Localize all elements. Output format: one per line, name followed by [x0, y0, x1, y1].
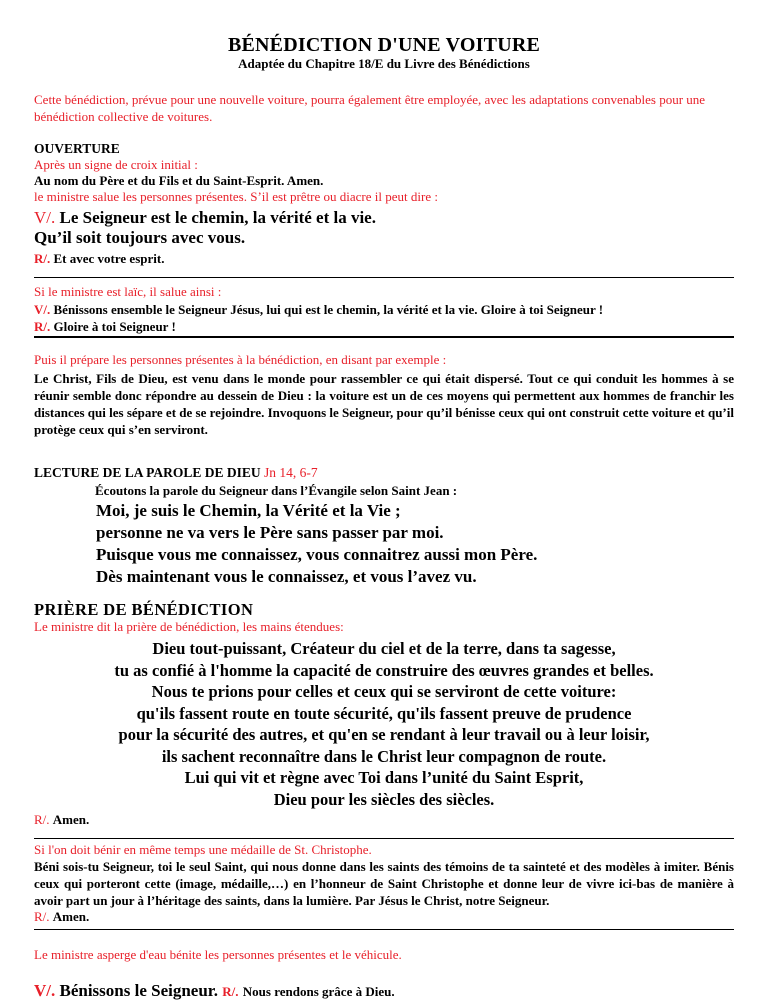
ouverture-rubric-2: le ministre salue les personnes présentes. S’il est prêtre ou diacre il peut dire :: [34, 189, 438, 204]
prayer-line: Nous te prions pour celles et ceux qui se serviront de cette voiture:: [151, 682, 617, 701]
aspersion-rubric: Le ministre asperge d'eau bénite les personnes présentes et le véhicule.: [34, 947, 402, 962]
divider: [34, 838, 734, 839]
priere-response-text: Amen.: [52, 812, 90, 827]
final-versicle-text: Bénissons le Seigneur.: [59, 981, 219, 1000]
response-marker: R/.: [34, 251, 51, 266]
lecture-heading: LECTURE DE LA PAROLE DE DIEU: [34, 465, 261, 480]
ouverture-response: [34, 251, 734, 267]
medaille-text: Béni sois-tu Seigneur, toi le seul Saint, qui nous donne dans les saints des témoins de ta sainteté et des modèles à imiter. Bénis ceux qui porteront cette (image, médaille,…) en l’honneur de Saint Christophe et donne leur de vivre ici-bas de manière à avoir part un jour à l’héritage des saints, dans la lumière. Par Jésus le Christ, notre Seigneur.: [34, 859, 734, 908]
preparation-section: [34, 352, 734, 438]
versicle-marker: V/.: [34, 981, 56, 1000]
divider: [34, 277, 734, 278]
prayer-line: ils sachent reconnaître dans le Christ leur compagnon de route.: [161, 746, 607, 766]
blessing-prayer: [34, 638, 734, 810]
medaille-rubric: Si l'on doit bénir en même temps une médaille de St. Christophe.: [34, 842, 372, 857]
laic-section: [34, 284, 734, 335]
final-dialogue: [34, 981, 734, 1002]
preparation-rubric: Puis il prépare les personnes présentes à la bénédiction, en disant par exemple :: [34, 352, 447, 367]
gospel-line: Moi, je suis le Chemin, la Vérité et la Vie ;: [96, 501, 401, 520]
document-title: BÉNÉDICTION D'UNE VOITURE: [227, 34, 541, 56]
gospel-line: personne ne va vers le Père sans passer par moi.: [96, 523, 444, 542]
medaille-response: [34, 909, 734, 925]
prayer-line: pour la sécurité des autres, et qu'en se rendant à leur travail ou à leur loisir,: [118, 725, 650, 744]
medaille-section: [34, 842, 734, 925]
laic-response-text: Gloire à toi Seigneur !: [53, 319, 176, 334]
lecture-reference: Jn 14, 6-7: [264, 465, 318, 480]
laic-response: [34, 319, 734, 335]
response-text: Et avec votre esprit.: [53, 251, 165, 266]
priere-section: [34, 601, 734, 828]
prayer-line: tu as confié à l'homme la capacité de construire des œuvres grandes et belles.: [114, 660, 654, 680]
versicle-line-1: Le Seigneur est le chemin, la vérité et la vie.: [59, 208, 376, 227]
priere-rubric: Le ministre dit la prière de bénédiction, les mains étendues:: [34, 619, 344, 634]
medaille-response-text: Amen.: [52, 909, 90, 924]
laic-rubric: Si le ministre est laïc, il salue ainsi :: [34, 284, 222, 299]
prayer-line: Dieu tout-puissant, Créateur du ciel et de la terre, dans ta sagesse,: [152, 639, 616, 658]
priere-response: [34, 812, 734, 828]
gospel-reading: [34, 500, 734, 588]
priere-heading: PRIÈRE DE BÉNÉDICTION: [34, 600, 254, 619]
gospel-line: Puisque vous me connaissez, vous connaitrez aussi mon Père.: [96, 545, 538, 564]
versicle-marker: V/.: [34, 208, 56, 227]
final-response-text: Nous rendons grâce à Dieu.: [242, 984, 395, 999]
prayer-line: qu'ils fassent route en toute sécurité, qu'ils fassent preuve de prudence: [136, 703, 632, 723]
ouverture-section: [34, 141, 734, 267]
gospel-line: Dès maintenant vous le connaissez, et vous l’avez vu.: [96, 567, 477, 586]
prayer-line: Lui qui vit et règne avec Toi dans l’unité du Saint Esprit,: [184, 768, 584, 787]
preparation-text: Le Christ, Fils de Dieu, est venu dans le monde pour rassembler ce qui était dispersé. Tout ce qui conduit les hommes à se réunir semble donc répondre au dessein de Dieu : la voiture est un de ces moyens qui permettent aux hommes de franchir les distances qui les sépare et de se rejoindre. Invoquons le Seigneur, pour qu’il bénisse ceux qui ont construit cette voiture et qu’il protège ceux qui s’en serviront.: [34, 371, 734, 437]
intro-rubric: Cette bénédiction, prévue pour une nouvelle voiture, pourra également être employée, avec les adaptations convenables pour une bénédiction collective de voitures.: [34, 92, 706, 124]
response-marker: R/.: [222, 984, 239, 999]
prayer-line: Dieu pour les siècles des siècles.: [273, 789, 495, 809]
ouverture-rubric-1: Après un signe de croix initial :: [34, 157, 198, 172]
laic-versicle: [34, 302, 734, 318]
response-marker: R/.: [34, 812, 50, 827]
divider: [34, 336, 734, 338]
ouverture-heading: OUVERTURE: [34, 141, 120, 156]
lecture-section: [34, 465, 734, 588]
lecture-heading-line: [34, 465, 734, 481]
lecture-intro: Écoutons la parole du Seigneur dans l’Évangile selon Saint Jean :: [95, 483, 458, 498]
response-marker: R/.: [34, 319, 51, 334]
ouverture-versicle: [34, 208, 734, 228]
response-marker: R/.: [34, 909, 50, 924]
versicle-line-2: Qu’il soit toujours avec vous.: [34, 228, 246, 247]
laic-versicle-text: Bénissons ensemble le Seigneur Jésus, lui qui est le chemin, la vérité et la vie. Gloire à toi Seigneur !: [53, 302, 604, 317]
divider: [34, 929, 734, 930]
sign-of-cross-text: Au nom du Père et du Fils et du Saint-Esprit. Amen.: [34, 173, 324, 188]
versicle-marker: V/.: [34, 302, 51, 317]
document-subtitle: Adaptée du Chapitre 18/E du Livre des Bénédictions: [238, 56, 530, 71]
